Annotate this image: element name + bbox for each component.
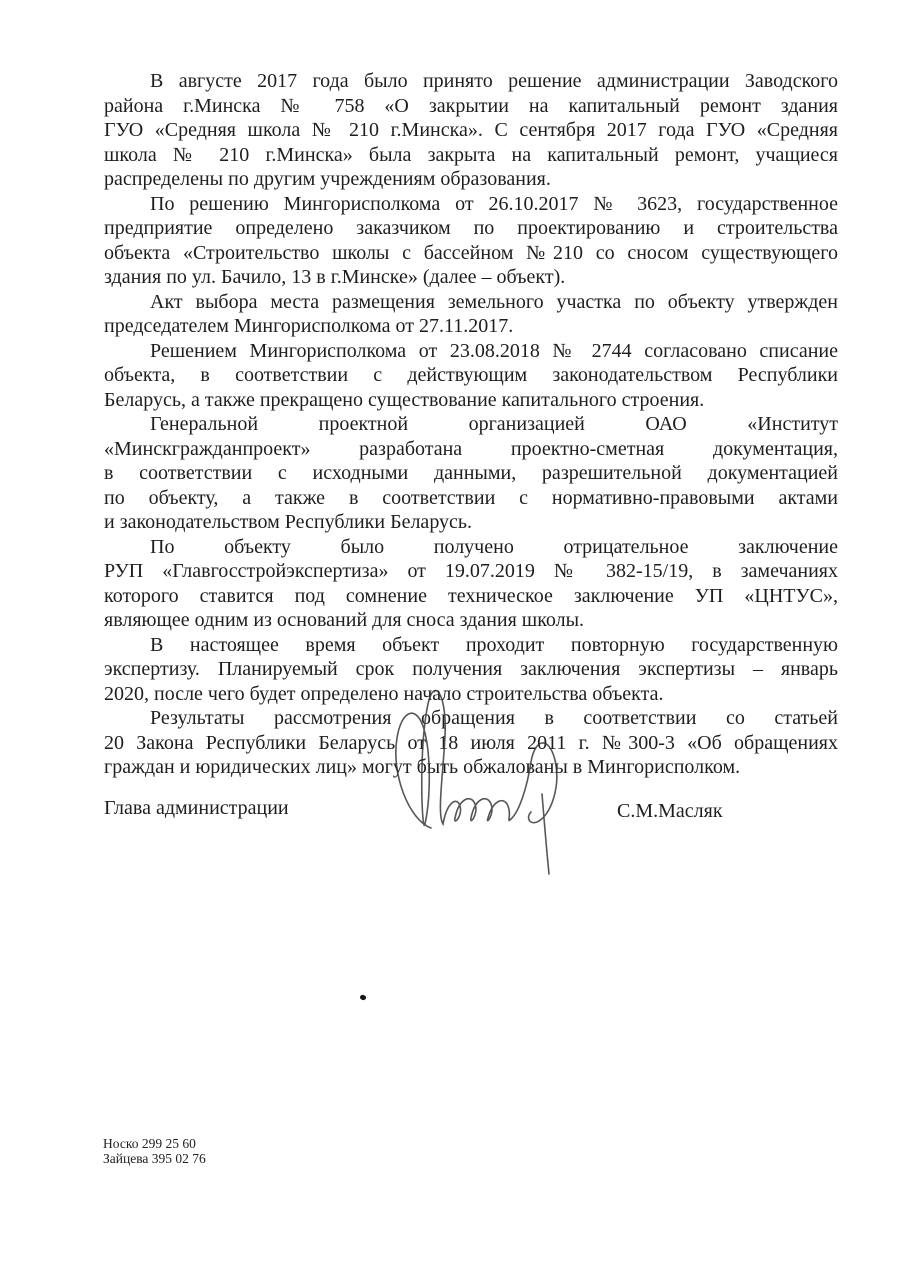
paragraph-6 [104, 535, 838, 633]
signer-name: С.М.Масляк [617, 800, 723, 822]
letter-body [104, 69, 838, 780]
text-line: в соответствии с исходными данными, разрешительной документацией [104, 462, 838, 484]
text-line: Результаты рассмотрения обращения в соответствии со статьей [150, 707, 838, 729]
text-line: распределены по другим учреждениям образования. [104, 168, 551, 190]
text-line: школа № 210 г.Минска» была закрыта на капитальный ремонт, учащиеся [104, 143, 838, 166]
text-line: В настоящее время объект проходит повторную государственную [150, 633, 838, 656]
paragraph-3 [104, 290, 838, 339]
text-line: Генеральной проектной организацией ОАО «Институт [150, 413, 838, 435]
contact-line: Зайцева 395 02 76 [103, 1150, 206, 1166]
paragraph-7 [104, 633, 838, 707]
text-line: являющее одним из оснований для сноса здания школы. [104, 609, 585, 631]
paragraph-4 [104, 339, 838, 413]
text-line: экспертизу. Планируемый срок получения заключения экспертизы – январь [104, 658, 838, 680]
text-line: по объекту, а также в соответствии с нормативно-правовыми актами [104, 486, 838, 509]
paragraph-2 [104, 192, 838, 290]
text-line: которого ставится под сомнение техническое заключение УП «ЦНТУС», [104, 584, 838, 607]
text-line: объекта «Строительство школы с бассейном №210 со сносом существующего [104, 241, 838, 264]
text-line: Акт выбора места размещения земельного участка по объекту утвержден [150, 290, 838, 313]
contact-line: Носко 299 25 60 [103, 1136, 196, 1151]
text-line: и законодательством Республики Беларусь. [104, 511, 473, 533]
text-line: предприятие определено заказчиком по проектированию и строительства [104, 217, 838, 239]
signature-block [104, 797, 838, 827]
paragraph-1 [104, 69, 838, 192]
text-line: В августе 2017 года было принято решение администрации Заводского [150, 70, 838, 92]
paragraph-5 [104, 412, 838, 535]
paragraph-8 [104, 706, 838, 780]
signer-title: Глава администрации [104, 797, 289, 819]
text-line: РУП «Главгосстройэкспертиза» от 19.07.2019 № 382-15/19, в замечаниях [104, 560, 838, 582]
text-line: «Минскгражданпроект» разработана проектно-сметная документация, [104, 437, 838, 460]
text-line: По решению Мингорисполкома от 26.10.2017 № 3623, государственное [150, 192, 838, 215]
text-line: Решением Мингорисполкома от 23.08.2018 № 2744 согласовано списание [150, 339, 838, 362]
ink-dot-icon [359, 994, 367, 1001]
text-line: ГУО «Средняя школа № 210 г.Минска». С сентября 2017 года ГУО «Средняя [104, 119, 838, 141]
text-line: здания по ул. Бачило, 13 в г.Минске» (далее – объект). [104, 266, 566, 288]
text-line: 20 Закона Республики Беларусь от 18 июля 2011 г. №300-3 «Об обращениях [104, 731, 838, 754]
text-line: объекта, в соответствии с действующим законодательством Республики [104, 364, 838, 386]
text-line: 2020, после чего будет определено начало строительства объекта. [104, 682, 664, 705]
contact-footer [103, 1137, 206, 1166]
text-line: Беларусь, а также прекращено существование капитального строения. [104, 388, 705, 411]
text-line: председателем Мингорисполкома от 27.11.2017. [104, 315, 514, 337]
text-line: района г.Минска № 758 «О закрытии на капитальный ремонт здания [104, 94, 838, 117]
text-line: граждан и юридических лиц» могут быть обжалованы в Мингорисполком. [104, 756, 741, 778]
text-line: По объекту было получено отрицательное заключение [150, 535, 838, 558]
